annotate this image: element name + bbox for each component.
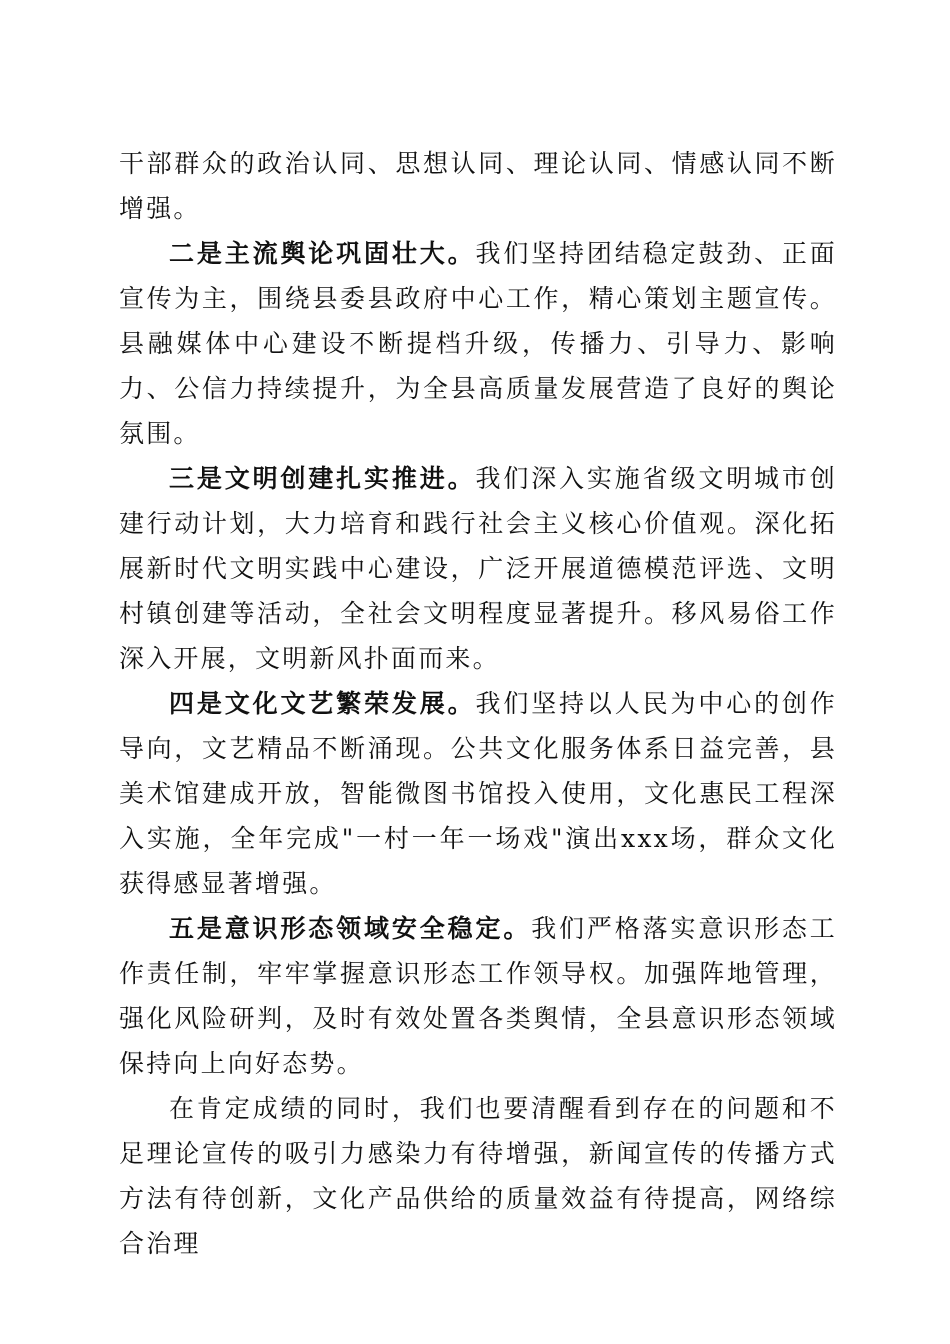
paragraph-civilization-building [119, 456, 837, 681]
paragraph-mainstream-opinion [119, 231, 837, 456]
paragraph-text: 在肯定成绩的同时，我们也要清醒看到存在的问题和不足理论宣传的吸引力感染力有待增强，新闻宣传的传播方式方法有待创新，文化产品供给的质量效益有待提高，网络综合治理 [119, 1094, 837, 1258]
paragraph-heading: 四是文化文艺繁荣发展。 [169, 689, 476, 718]
paragraph-culture-arts [119, 681, 837, 906]
paragraph-heading: 五是意识形态领域安全稳定。 [169, 914, 532, 943]
paragraph-text: 我们坚持团结稳定鼓劲、正面宣传为主，围绕县委县政府中心工作，精心策划主题宣传。县融媒体中心建设不断提档升级，传播力、引导力、影响力、公信力持续提升，为全县高质量发展营造了良好的舆论氛围。 [119, 239, 837, 448]
paragraph-heading: 二是主流舆论巩固壮大。 [169, 239, 476, 268]
paragraph-problems [119, 1086, 837, 1266]
document-body [119, 141, 837, 1266]
paragraph-text: 我们坚持以人民为中心的创作导向，文艺精品不断涌现。公共文化服务体系日益完善，县美术馆建成开放，智能微图书馆投入使用，文化惠民工程深入实施，全年完成"一村一年一场戏"演出xxx场，群众文化获得感显著增强。 [119, 689, 837, 898]
paragraph-text: 干部群众的政治认同、思想认同、理论认同、情感认同不断增强。 [119, 149, 837, 223]
paragraph-text: 我们严格落实意识形态工作责任制，牢牢掌握意识形态工作领导权。加强阵地管理，强化风险研判，及时有效处置各类舆情，全县意识形态领域保持向上向好态势。 [119, 914, 837, 1078]
paragraph-heading: 三是文明创建扎实推进。 [169, 464, 476, 493]
paragraph-continued [119, 141, 837, 231]
paragraph-ideology-security [119, 906, 837, 1086]
paragraph-text: 我们深入实施省级文明城市创建行动计划，大力培育和践行社会主义核心价值观。深化拓展新时代文明实践中心建设，广泛开展道德模范评选、文明村镇创建等活动，全社会文明程度显著提升。移风易俗工作深入开展，文明新风扑面而来。 [119, 464, 837, 673]
